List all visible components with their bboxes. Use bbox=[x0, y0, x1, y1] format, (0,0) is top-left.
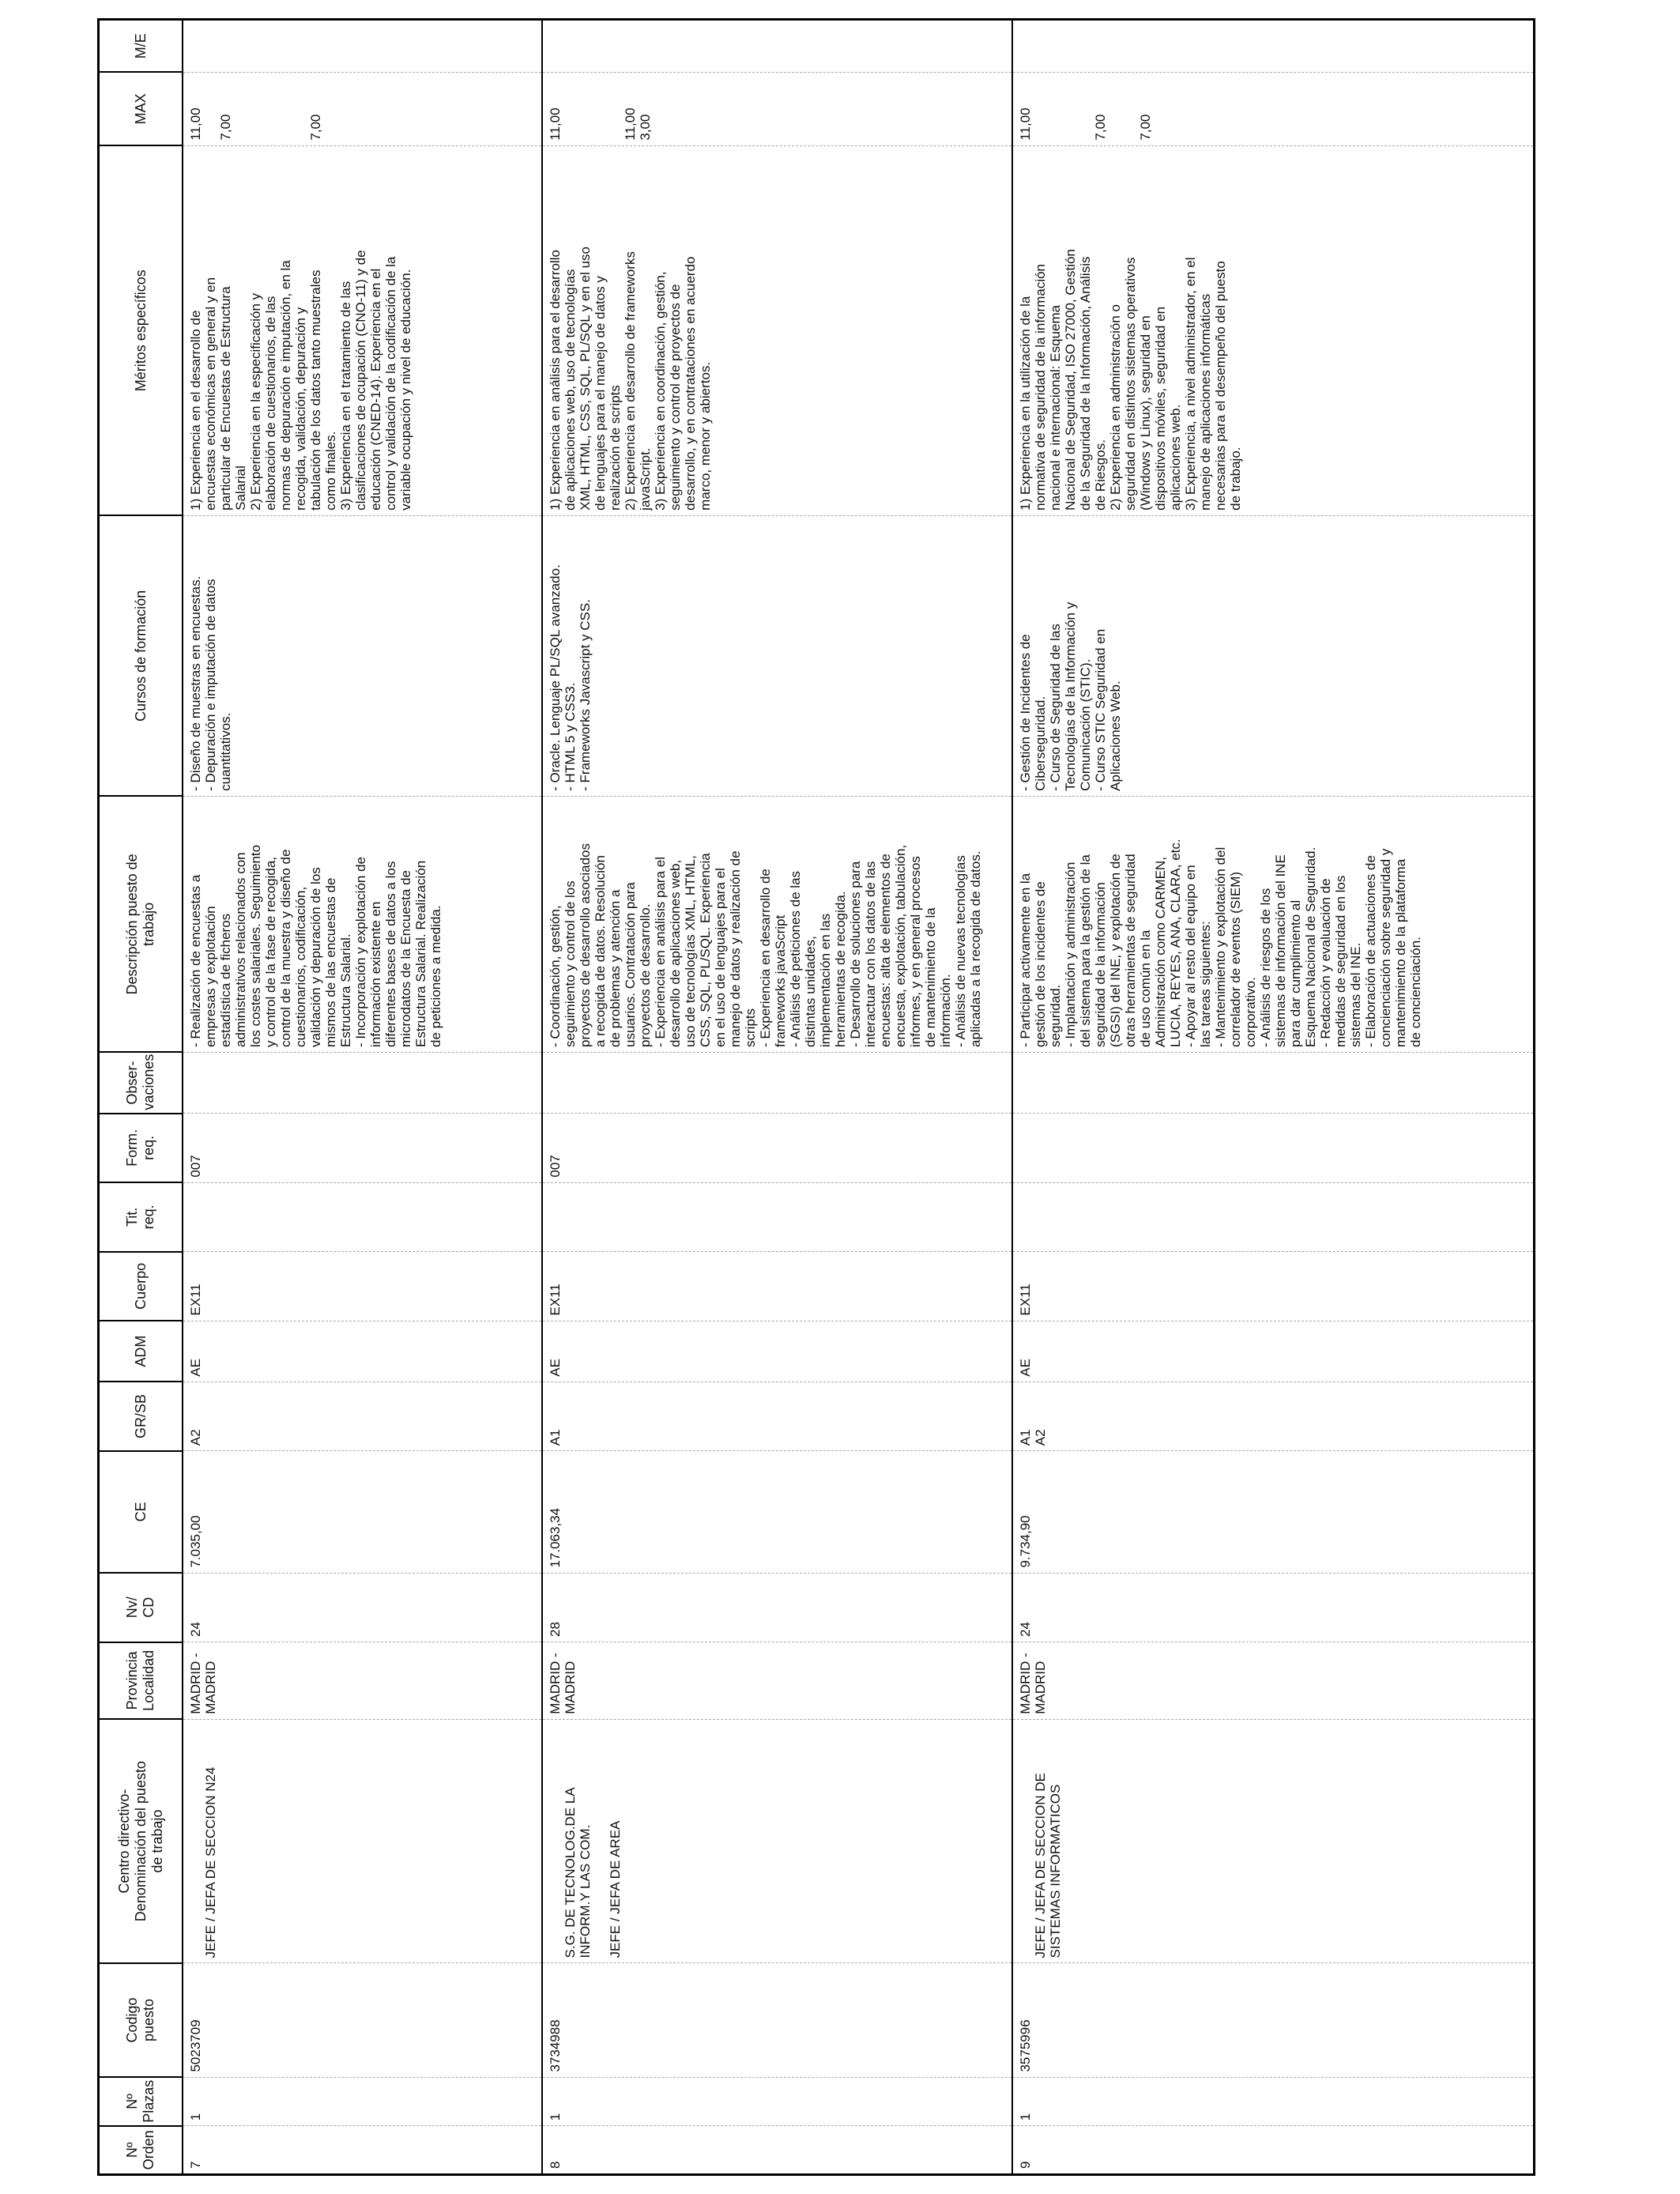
header-meritos: Méritos específicos bbox=[99, 145, 183, 515]
cell-centro bbox=[542, 1719, 1012, 1963]
rotated-page bbox=[97, 18, 1583, 2176]
cell-codigo: 3734988 bbox=[542, 1963, 1012, 2077]
cell-adm: AE bbox=[542, 1321, 1012, 1382]
table-row bbox=[1012, 20, 1534, 2175]
cell-orden: 7 bbox=[183, 2126, 542, 2175]
cell-adm: AE bbox=[1012, 1321, 1534, 1382]
cell-observaciones bbox=[183, 1052, 542, 1113]
cell-descripcion: - Coordinación, gestión, seguimiento y control de los proyectos de desarrollo asociados a recogida de datos. Resolución de problemas y atención a usuarios. Contratación para proyectos de desarrollo. - Experiencia en análisis para el desarrollo de aplicaciones web, uso de tecnologías XML, HTML, CSS, SQL, PL/SQL. Experiencia en el uso de lenguajes para el manejo de datos y realización de scripts - Experiencia en desarrollo de frameworks javaScript - Análisis de peticiones de las distintas unidades, implementación en las herramientas de recogida. - Desarrollo de soluciones para interactuar con los datos de las encuestas: alta de elementos de encuesta, explotación, tabulación, informes, y en general procesos de mantenimiento de la información. - Análisis de nuevas tecnologías aplicadas a la recogida de datos. bbox=[542, 796, 1012, 1052]
cell-cuerpo: EX11 bbox=[1012, 1252, 1534, 1321]
header-nivel: Nv/ CD bbox=[99, 1573, 183, 1642]
cell-nivel: 24 bbox=[1012, 1573, 1534, 1642]
cell-me bbox=[1012, 20, 1534, 73]
header-orden: Nº Orden bbox=[99, 2126, 183, 2175]
cell-cursos: - Gestión de Incidentes de Ciberseguridad. - Curso de Seguridad de las Tecnologías de la Información y Comunicación (STIC). - Curso STIC Seguridad en Aplicaciones Web. bbox=[1012, 515, 1534, 796]
header-centro: Centro directivo- Denominación del puesto de trabajo bbox=[99, 1719, 183, 1963]
centro-subdireccion: S.G. DE TECNOLOG.DE LA INFORM.Y LAS COM. bbox=[563, 1787, 593, 1958]
table-row bbox=[183, 20, 542, 2175]
cell-formacion bbox=[1012, 1114, 1534, 1182]
cell-codigo: 3575996 bbox=[1012, 1963, 1534, 2077]
header-formacion: Form. req. bbox=[99, 1114, 183, 1182]
cell-orden: 8 bbox=[542, 2126, 1012, 2175]
cell-centro bbox=[1012, 1719, 1534, 1963]
header-observaciones: Obser- vaciones bbox=[99, 1052, 183, 1113]
cell-plazas: 1 bbox=[1012, 2077, 1534, 2126]
header-descripcion: Descripción puesto de trabajo bbox=[99, 796, 183, 1052]
centro-puesto: JEFE / JEFA DE AREA bbox=[608, 1820, 623, 1958]
vacancies-table bbox=[97, 18, 1535, 2176]
header-row bbox=[99, 20, 183, 2175]
cell-meritos: 1) Experiencia en el desarrollo de encuestas económicas en general y en particular de Encuestas de Estructura Salarial 2) Experiencia en la especificación y elaboración de cuestionarios, de las normas de depuración e imputación, en la recogida, validación, depuración y tabulación de los datos tanto muestrales como finales. 3) Experiencia en el tratamiento de las clasificaciones de ocupación (CNO-11) y de educación (CNED-14). Experiencia en el control y validación de la codificación de la variable ocupación y nivel de educación. bbox=[183, 145, 542, 515]
cell-observaciones bbox=[1012, 1052, 1534, 1113]
cell-formacion: 007 bbox=[542, 1114, 1012, 1182]
cell-provincia: MADRID - MADRID bbox=[542, 1642, 1012, 1720]
cell-provincia: MADRID - MADRID bbox=[1012, 1642, 1534, 1720]
header-plazas: Nº Plazas bbox=[99, 2077, 183, 2126]
cell-observaciones bbox=[542, 1052, 1012, 1113]
centro-puesto: JEFE / JEFA DE SECCION N24 bbox=[203, 1766, 218, 1958]
header-max: MAX bbox=[99, 73, 183, 146]
cell-meritos: 1) Experiencia en la utilización de la normativa de seguridad de la información nacional e internacional: Esquema Nacional de Seguridad, ISO 27000, Gestión de la Seguridad de la Información, Análisis de Riesgos. 2) Experiencia en administración o seguridad en distintos sistemas operativos (Windows y Linux), seguridad en dispositivos móviles, seguridad en aplicaciones web. 3) Experiencia, a nivel administrador, en el manejo de aplicaciones informáticas necesarias para el desempeño del puesto de trabajo. bbox=[1012, 145, 1534, 515]
header-ce: CE bbox=[99, 1451, 183, 1573]
cell-titulacion bbox=[183, 1182, 542, 1251]
cell-max: 11,00 7,00 7,00 bbox=[183, 73, 542, 146]
cell-plazas: 1 bbox=[542, 2077, 1012, 2126]
cell-titulacion bbox=[1012, 1182, 1534, 1251]
cell-grupo: A1 bbox=[542, 1382, 1012, 1450]
cell-descripcion: - Participar activamente en la gestión de los incidentes de seguridad. - Implantación y administración del sistema para la gestión de la seguridad de la información (SGSI) del INE, y explotación de otras herramientas de seguridad de uso común en la Administración como CARMEN, LUCIA, REYES, ANA, CLARA, etc. - Apoyar al resto del equipo en las tareas siguientes: - Mantenimiento y explotación del correlador de eventos (SIEM) corporativo. - Análisis de riesgos de los sistemas de información del INE para dar cumplimiento al Esquema Nacional de Seguridad. - Redacción y evaluación de medidas de seguridad en los sistemas del INE. - Elaboración de actuaciones de concienciación sobre seguridad y mantenimiento de la plataforma de concienciación. bbox=[1012, 796, 1534, 1052]
cell-plazas: 1 bbox=[183, 2077, 542, 2126]
cell-adm: AE bbox=[183, 1321, 542, 1382]
header-me: M/E bbox=[99, 20, 183, 73]
header-cuerpo: Cuerpo bbox=[99, 1252, 183, 1321]
cell-ce: 9.734,90 bbox=[1012, 1451, 1534, 1573]
cell-descripcion: - Realización de encuestas a empresas y explotación estadística de ficheros administrativos relacionados con los costes salariales. Seguimiento y control de la fase de recogida, control de la muestra y diseño de cuestionarios, codificación, validación y depuración de los mismos de las encuestas de Estructura Salarial. - Incorporación y explotación de información existente en diferentes bases de datos a los microdatos de la Encuesta de Estructura Salarial. Realización de peticiones a medida. bbox=[183, 796, 542, 1052]
header-codigo: Codigo puesto bbox=[99, 1963, 183, 2077]
cell-nivel: 28 bbox=[542, 1573, 1012, 1642]
cell-me bbox=[183, 20, 542, 73]
cell-grupo: A2 bbox=[183, 1382, 542, 1450]
cell-provincia: MADRID - MADRID bbox=[183, 1642, 542, 1720]
header-provincia: Provincia Localidad bbox=[99, 1642, 183, 1720]
cell-cursos: - Oracle. Lenguaje PL/SQL avanzado. - HTML 5 y CSS3. - Frameworks Javascript y CSS. bbox=[542, 515, 1012, 796]
cell-nivel: 24 bbox=[183, 1573, 542, 1642]
cell-orden: 9 bbox=[1012, 2126, 1534, 2175]
cell-max: 11,00 7,00 7,00 bbox=[1012, 73, 1534, 146]
table-row bbox=[542, 20, 1012, 2175]
header-titulacion: Tit. req. bbox=[99, 1182, 183, 1251]
cell-max: 11,00 11,00 3,00 bbox=[542, 73, 1012, 146]
header-grupo: GR/SB bbox=[99, 1382, 183, 1450]
cell-titulacion bbox=[542, 1182, 1012, 1251]
centro-puesto: JEFE / JEFA DE SECCION DE SISTEMAS INFORMATICOS bbox=[1033, 1773, 1063, 1958]
cell-cuerpo: EX11 bbox=[183, 1252, 542, 1321]
header-cursos: Cursos de formación bbox=[99, 515, 183, 796]
cell-formacion: 007 bbox=[183, 1114, 542, 1182]
cell-codigo: 5023709 bbox=[183, 1963, 542, 2077]
cell-cursos: - Diseño de muestras en encuestas. - Depuración e imputación de datos cuantitativos. bbox=[183, 515, 542, 796]
cell-ce: 7.035,00 bbox=[183, 1451, 542, 1573]
header-adm: ADM bbox=[99, 1321, 183, 1382]
cell-meritos: 1) Experiencia en análisis para el desarrollo de aplicaciones web, uso de tecnologías XML, HTML, CSS, SQL, PL/SQL y en el uso de lenguajes para el manejo de datos y realización de scripts 2) Experiencia en desarrollo de frameworks javaScript. 3) Experiencia en coordinación, gestión, seguimiento y control de proyectos de desarrollo, y en contrataciones en acuerdo marco, menor y abiertos. bbox=[542, 145, 1012, 515]
cell-centro bbox=[183, 1719, 542, 1963]
cell-ce: 17.063,34 bbox=[542, 1451, 1012, 1573]
cell-me bbox=[542, 20, 1012, 73]
cell-grupo: A1 A2 bbox=[1012, 1382, 1534, 1450]
cell-cuerpo: EX11 bbox=[542, 1252, 1012, 1321]
